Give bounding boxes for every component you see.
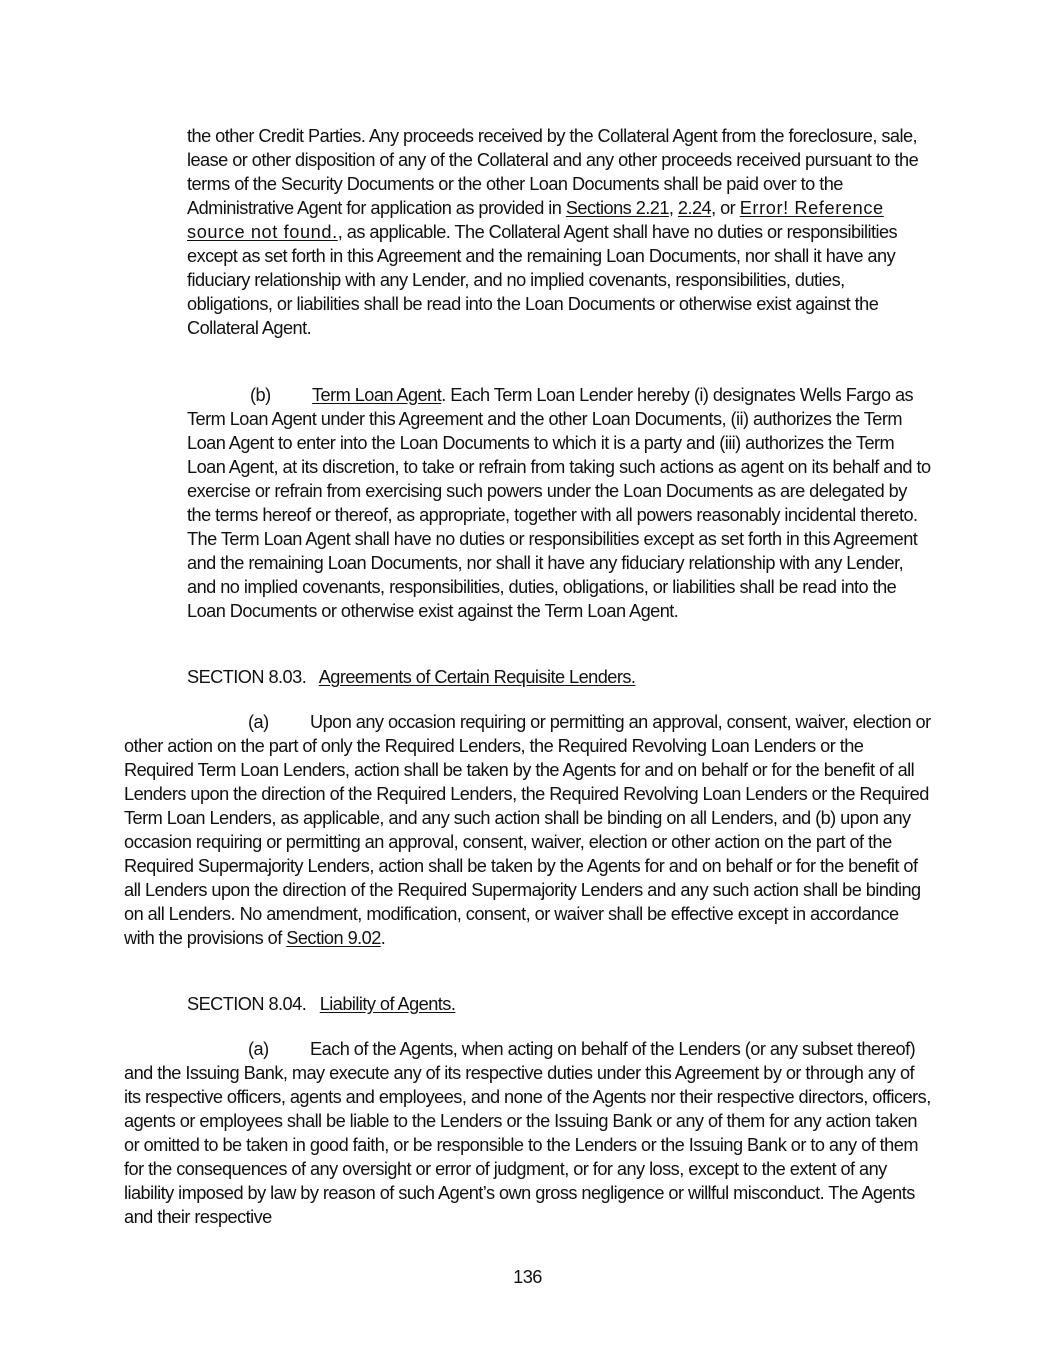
clause-label: (a) (248, 1039, 269, 1059)
paragraph-collateral-agent-continued: the other Credit Parties. Any proceeds received by the Collateral Agent from the foreclosure, sale, lease or other disposition of any of the Collateral and any other proceeds received pursuant to the terms of the Security Documents or the other Loan Documents shall be paid over to the Administrative Agent for application as provided in Sections 2.21, 2.24, or Error! Reference source not found., as applicable. The Collateral Agent shall have no duties or responsibilities except as set forth in this Agreement and the remaining Loan Documents, nor shall it have any fiduciary relationship with any Lender, and no implied covenants, responsibilities, duties, obligations, or liabilities shall be read into the Loan Documents or otherwise exist against the Collateral Agent. (187, 126, 919, 338)
clause-label: (b) (250, 385, 271, 405)
section-reference-link[interactable]: 2.24 (677, 198, 712, 218)
paragraph-liability-of-agents (124, 1037, 932, 1229)
broken-reference-link[interactable]: Error! Reference source not found. (187, 198, 884, 242)
section-title: Agreements of Certain Requisite Lenders. (318, 667, 636, 687)
section-heading-8-04 (187, 992, 932, 1016)
paragraph-term-loan-agent (187, 383, 932, 623)
paragraph-text: , as applicable. The Collateral Agent shall have no duties or responsibilities except as set forth in this Agreement and the remaining Loan Documents, nor shall it have any fiduciary relationship with any Lender, and no implied covenants, responsibilities, duties, obligations, or liabilities shall be read into the Loan Documents or otherwise exist against the Collateral Agent. (187, 222, 898, 338)
page-number: 136 (513, 1267, 542, 1287)
clause-heading: Term Loan Agent (312, 385, 442, 405)
paragraph-requisite-lenders: (a) Upon any occasion requiring or permitting an approval, consent, waiver, election or other action on the part of only the Required Lenders, the Required Revolving Loan Lenders or the Required Term Loan Lenders, action shall be taken by the Agents for and on behalf or for the benefit of all Lenders upon the direction of the Required Lenders, the Required Revolving Loan Lenders or the Required Term Loan Lenders, as applicable, and any such action shall be binding on all Lenders, and (b) upon any occasion requiring or permitting an approval, consent, waiver, election or other action on the part of the Required Supermajority Lenders, action shall be taken by the Agents for and on behalf or for the benefit of all Lenders upon the direction of the Required Supermajority Lenders and any such action shall be binding on all Lenders. No amendment, modification, consent, or waiver shall be effective except in accordance with the provisions of Section 9.02. (124, 712, 931, 948)
section-title: Liability of Agents. (319, 994, 456, 1014)
paragraph-text: Upon any occasion requiring or permitting an approval, consent, waiver, election or other action on the part of only the Required Lenders, the Required Revolving Loan Lenders or the Required Term Loan Lenders, action shall be taken by the Agents for and on behalf or for the benefit of all Lenders upon the direction of the Required Lenders, the Required Revolving Loan Lenders or the Required Term Loan Lenders, as applicable, and any such action shall be binding on all Lenders, and (b) upon any occasion requiring or permitting an approval, consent, waiver, election or other action on the part of the Required Supermajority Lenders, action shall be taken by the Agents for and on behalf or for the benefit of all Lenders upon the direction of the Required Supermajority Lenders and any such action shall be binding on all Lenders. No amendment, modification, consent, or waiver shall be effective except in accordance with the provisions of (124, 712, 931, 948)
section-number: SECTION 8.04. (187, 994, 307, 1014)
section-heading-8-03 (187, 665, 932, 689)
paragraph-text: Each of the Agents, when acting on behalf of the Lenders (or any subset thereof) and the Issuing Bank, may execute any of its respective duties under this Agreement by or through any of its respective officers, agents and employees, and none of the Agents nor their respective directors, officers, agents or employees shall be liable to the Lenders or the Issuing Bank or any of them for any action taken or omitted to be taken in good faith, or be responsible to the Lenders or the Issuing Bank or to any of them for the consequences of any oversight or error of judgment, or for any loss, except to the extent of any liability imposed by law by reason of such Agent’s own gross negligence or willful misconduct. The Agents and their respective (124, 1039, 931, 1227)
paragraph-text: the other Credit Parties. Any proceeds received by the Collateral Agent from the foreclosure, sale, lease or other disposition of any of the Collateral and any other proceeds received pursuant to the terms of the Security Documents or the other Loan Documents shall be paid over to the Administrative Agent for application as provided in (187, 126, 919, 218)
paragraph-text: . Each Term Loan Lender hereby (i) designates Wells Fargo as Term Loan Agent under this Agreement and the other Loan Documents, (ii) authorizes the Term Loan Agent to enter into the Loan Documents to which it is a party and (iii) authorizes the Term Loan Agent, at its discretion, to take or refrain from taking such actions as agent on its behalf and to exercise or refrain from exercising such powers under the Loan Documents as are delegated by the terms hereof or thereof, as appropriate, together with all powers reasonably incidental thereto. The Term Loan Agent shall have no duties or responsibilities except as set forth in this Agreement and the remaining Loan Documents, nor shall it have any fiduciary relationship with any Lender, and no implied covenants, responsibilities, duties, obligations, or liabilities shall be read into the Loan Documents or otherwise exist against the Term Loan Agent. (187, 385, 931, 621)
section-reference-link[interactable]: Section 9.02 (286, 928, 381, 948)
section-number: SECTION 8.03. (187, 667, 307, 687)
section-reference-link[interactable]: Sections 2.21 (565, 198, 669, 218)
clause-label: (a) (248, 712, 269, 732)
